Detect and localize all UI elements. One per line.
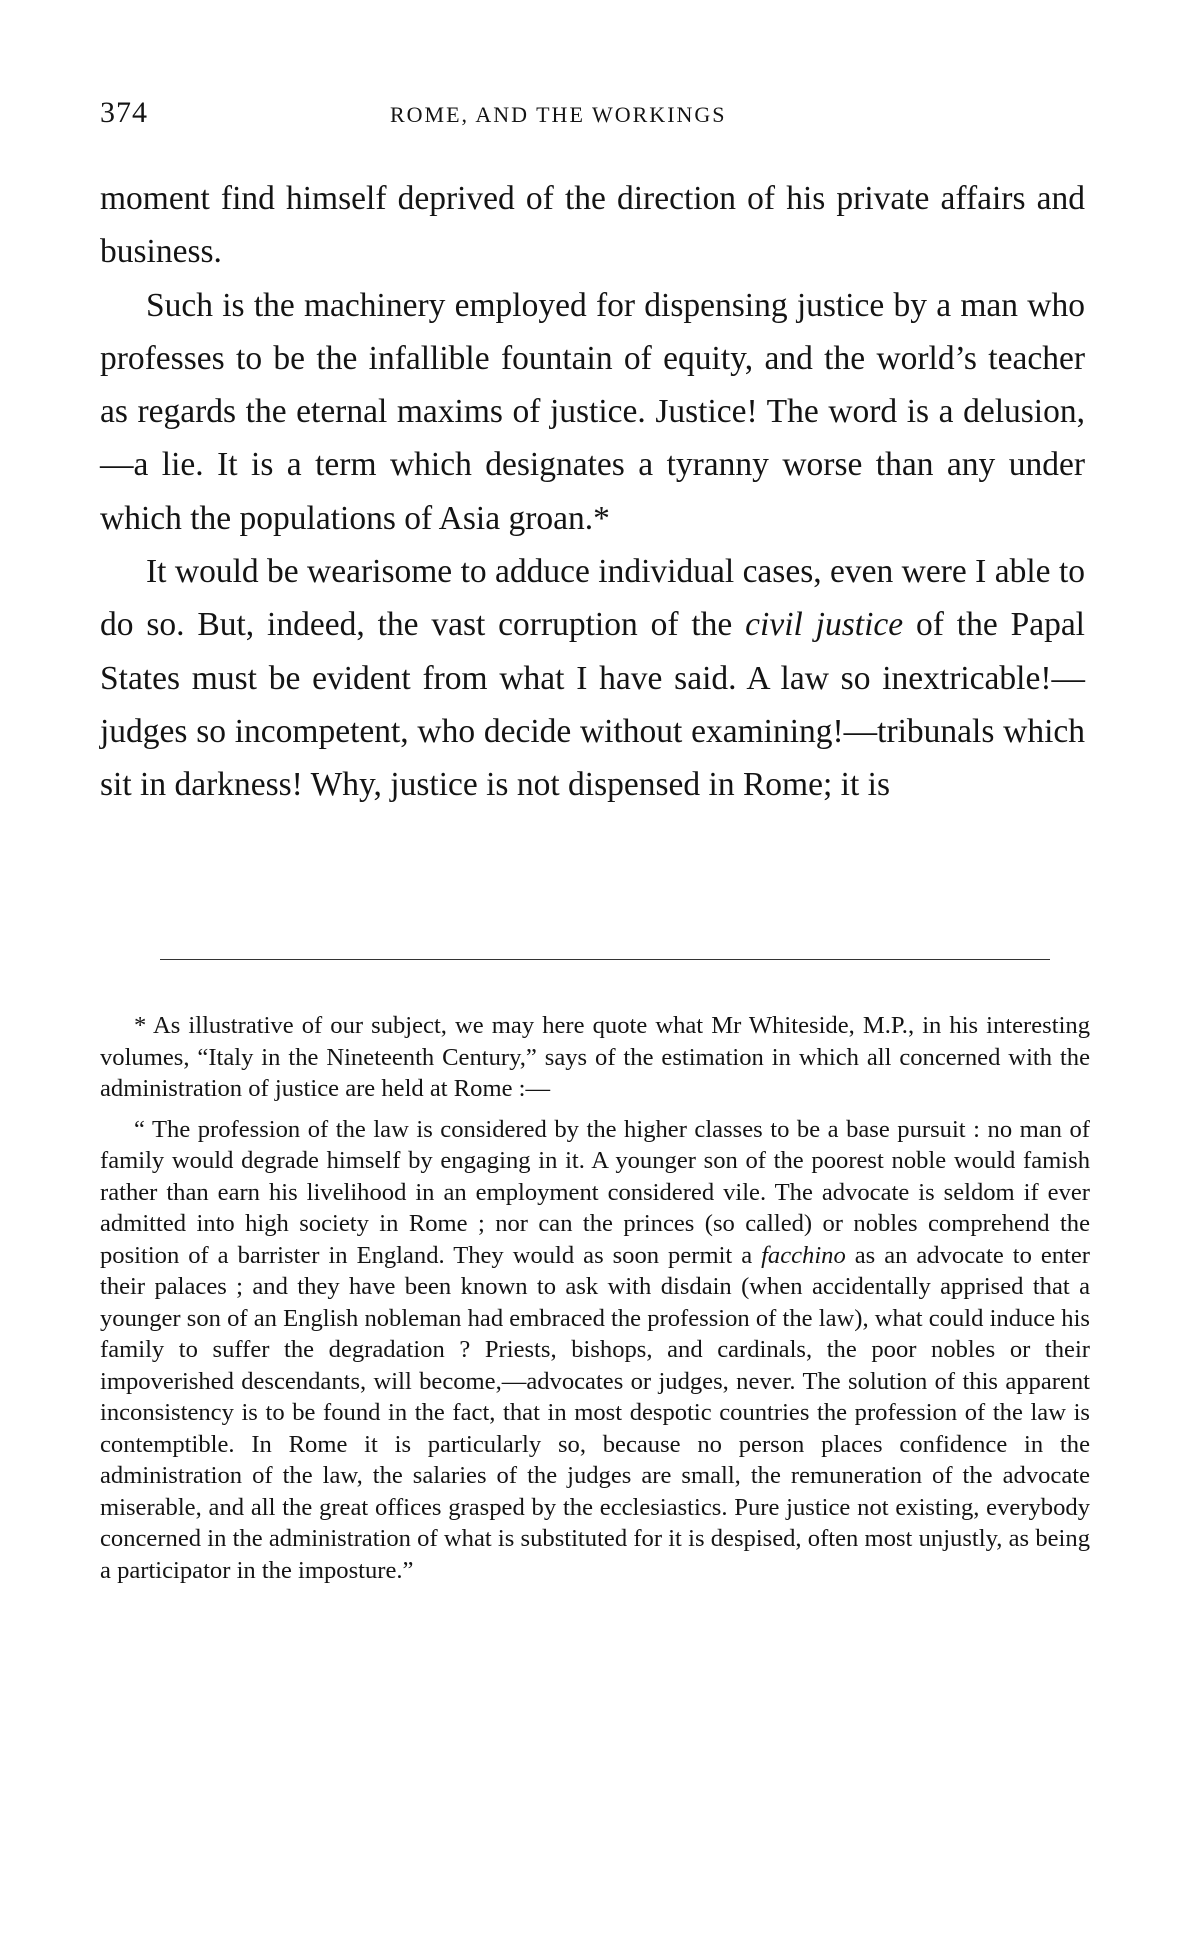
paragraph-text-start: It would be wearisome to adduce individual cases, even were I able to do so. But, indeed, the vast corruption of the [100,553,1085,644]
main-text [100,172,1085,812]
paragraph-civil-justice [100,545,1085,811]
quote-text-start: “ The profession of the law is considered by the higher classes to be a base pursuit : no man of family would degrade himself by engaging in it. A younger son of the poorest noble would famish rather than earn his livelihood in an employment considered vile. The advocate is seldom if ever admitted into high society in Rome ; nor can the princes (so called) or nobles comprehend the position of a barrister in England. They would as soon permit a [100,1115,1090,1269]
quote-text-end: as an advocate to enter their palaces ; and they have been known to ask with disdain (when accidentally apprised that a younger son of an English nobleman had embraced the profession of the law), what could induce his family to suffer the degradation ? Priests, bishops, and cardinals, the poor nobles or their impoverished descendants, will become,—advocates or judges, never. The solution of this apparent inconsistency is to be found in the fact, that in most despotic countries the profession of the law is contemptible. In Rome it is particularly so, because no person places confidence in the administration of the law, the salaries of the judges are small, the remuneration of the advocate miserable, and all the great offices grasped by the ecclesiastics. Pure justice not existing, everybody concerned in the administration of what is substituted for it is despised, often most unjustly, as being a participator in the imposture.” [100,1241,1090,1584]
paragraph-machinery: Such is the machinery employed for dispensing justice by a man who professes to be the infallible fountain of equity, and the world’s teacher as regards the eternal maxims of justice. Justice! The word is a delusion,—a lie. It is a term which designates a tyranny worse than any under which the populations of Asia groan.* [100,286,1085,537]
footnote-quote [100,1114,1090,1587]
paragraph-text-end: of the Papal States must be evident from what I have said. A law so inextricable!—judges so incompetent, who decide without examining!—tribunals which sit in darkness! Why, justice is not dispensed in Rome; it is [100,606,1085,804]
page-number: 374 [100,96,148,129]
running-head: ROME, AND THE WORKINGS [390,102,727,127]
footnote-intro: * As illustrative of our subject, we may here quote what Mr Whiteside, M.P., in his interesting volumes, “Italy in the Nineteenth Century,” says of the estimation in which all concerned with the administration of justice are held at Rome :— [100,1012,1090,1102]
italic-facchino: facchino [761,1241,846,1269]
footnote-divider [160,959,1050,960]
italic-civil-justice: civil justice [745,606,904,644]
footnote [100,1010,1090,1586]
page-header [100,96,1090,136]
paragraph-continued: moment find himself deprived of the direction of his private affairs and business. [100,180,1085,271]
